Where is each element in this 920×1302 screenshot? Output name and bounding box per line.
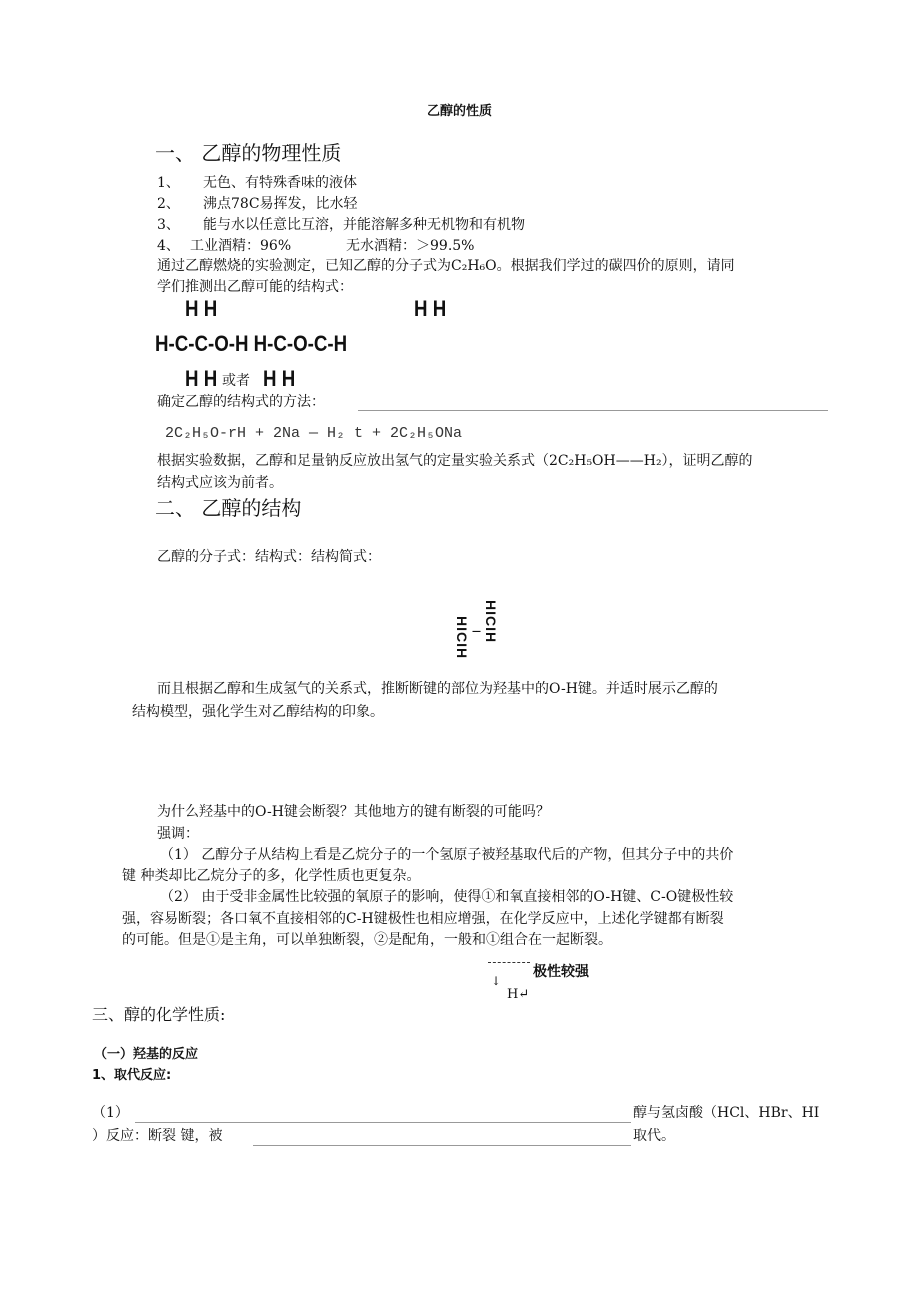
paragraph: 而且根据乙醇和生成氢气的关系式，推断断键的部位为羟基中的O-H键。并适时展示乙醇的 [157,681,718,697]
formula-h: H H [185,366,218,391]
list-item: 工业酒精：96% [190,238,292,254]
reaction-equation: 2C₂H₅O-rH + 2Na — H₂ t + 2C₂H₅ONa [165,425,463,442]
hydrogen-label: H↵ [507,987,530,1002]
paragraph: 的可能。但是①是主角，可以单独断裂，②是配角，一般和①组合在一起断裂。 [122,932,612,948]
list-item: 沸点78C易挥发，比水轻 [203,196,358,212]
list-number: 3、 [157,217,180,233]
paragraph: ）反应：断裂 键，被 [92,1128,223,1144]
list-item: 无色、有特殊香味的液体 [203,175,357,191]
list-number: 4、 [157,238,180,254]
polarity-label: 极性较强 [533,964,589,980]
item-number: （1） [92,1105,129,1121]
bond-bar: — [472,627,481,637]
arrow-icon: ↓ [491,974,502,988]
paragraph: （2） 由于受非金属性比较强的氧原子的影响，使得①和氧直接相邻的O-H键、C-O键极性较 [160,889,734,905]
paragraph: （1） 乙醇分子从结构上看是乙烷分子的一个氢原子被羟基取代后的产物，但其分子中的共价 [160,847,734,863]
section-1-heading: 一、 乙醇的物理性质 [155,141,342,165]
list-item: 能与水以任意比互溶，并能溶解多种无机物和有机物 [203,217,525,233]
paragraph: 键 种类却比乙烷分子的多，化学性质也更复杂。 [122,868,421,884]
paragraph: 通过乙醇燃烧的实验测定，已知乙醇的分子式为C₂H₆O。根据我们学过的碳四价的原则，请同 [157,258,735,274]
rotated-formula: HICIH [454,616,470,660]
or-text: 或者 [222,373,250,389]
question: 为什么羟基中的O-H键会断裂？其他地方的键有断裂的可能吗？ [157,804,550,820]
paragraph: 醇与氢卤酸（HCl、HBr、HI [633,1105,820,1121]
section-2-heading: 二、 乙醇的结构 [155,496,302,520]
method-label: 确定乙醇的结构式的方法： [157,394,325,410]
blank-line[interactable] [358,410,828,411]
section-3-heading: 三、醇的化学性质: [92,1005,226,1024]
formula-h: H H [263,366,296,391]
emphasis-label: 强调： [157,826,199,842]
paragraph: 根据实验数据，乙醇和足量钠反应放出氢气的定量实验关系式（2C₂H₅OH——H₂），证明乙醇的 [157,453,753,469]
list-number: 2、 [157,196,180,212]
list-number: 1、 [157,175,180,191]
paragraph: 取代。 [633,1128,675,1144]
paragraph: 结构式应该为前者。 [157,475,283,491]
blank-line[interactable] [253,1145,631,1146]
structural-formulas: H-C-C-O-H H-C-O-C-H [155,331,348,356]
paragraph: 结构模型，强化学生对乙醇结构的印象。 [132,704,384,720]
subsection-heading: （一）羟基的反应 [94,1047,199,1062]
formula-h: H H [414,296,447,321]
formula-h: H H [185,296,218,321]
subsection-heading: 1、取代反应: [92,1068,172,1083]
list-item-extra: 无水酒精：＞99.5% [346,238,475,254]
rotated-formula: HICIH [483,600,499,644]
formula-labels: 乙醇的分子式：结构式：结构简式： [157,549,381,565]
paragraph: 学们推测出乙醇可能的结构式： [157,279,353,295]
document-title: 乙醇的性质 [427,104,493,119]
paragraph: 强，容易断裂；各口氧不直接相邻的C-H键极性也相应增强，在化学反应中，上述化学键都有断裂 [122,911,724,927]
blank-line[interactable] [135,1122,631,1123]
